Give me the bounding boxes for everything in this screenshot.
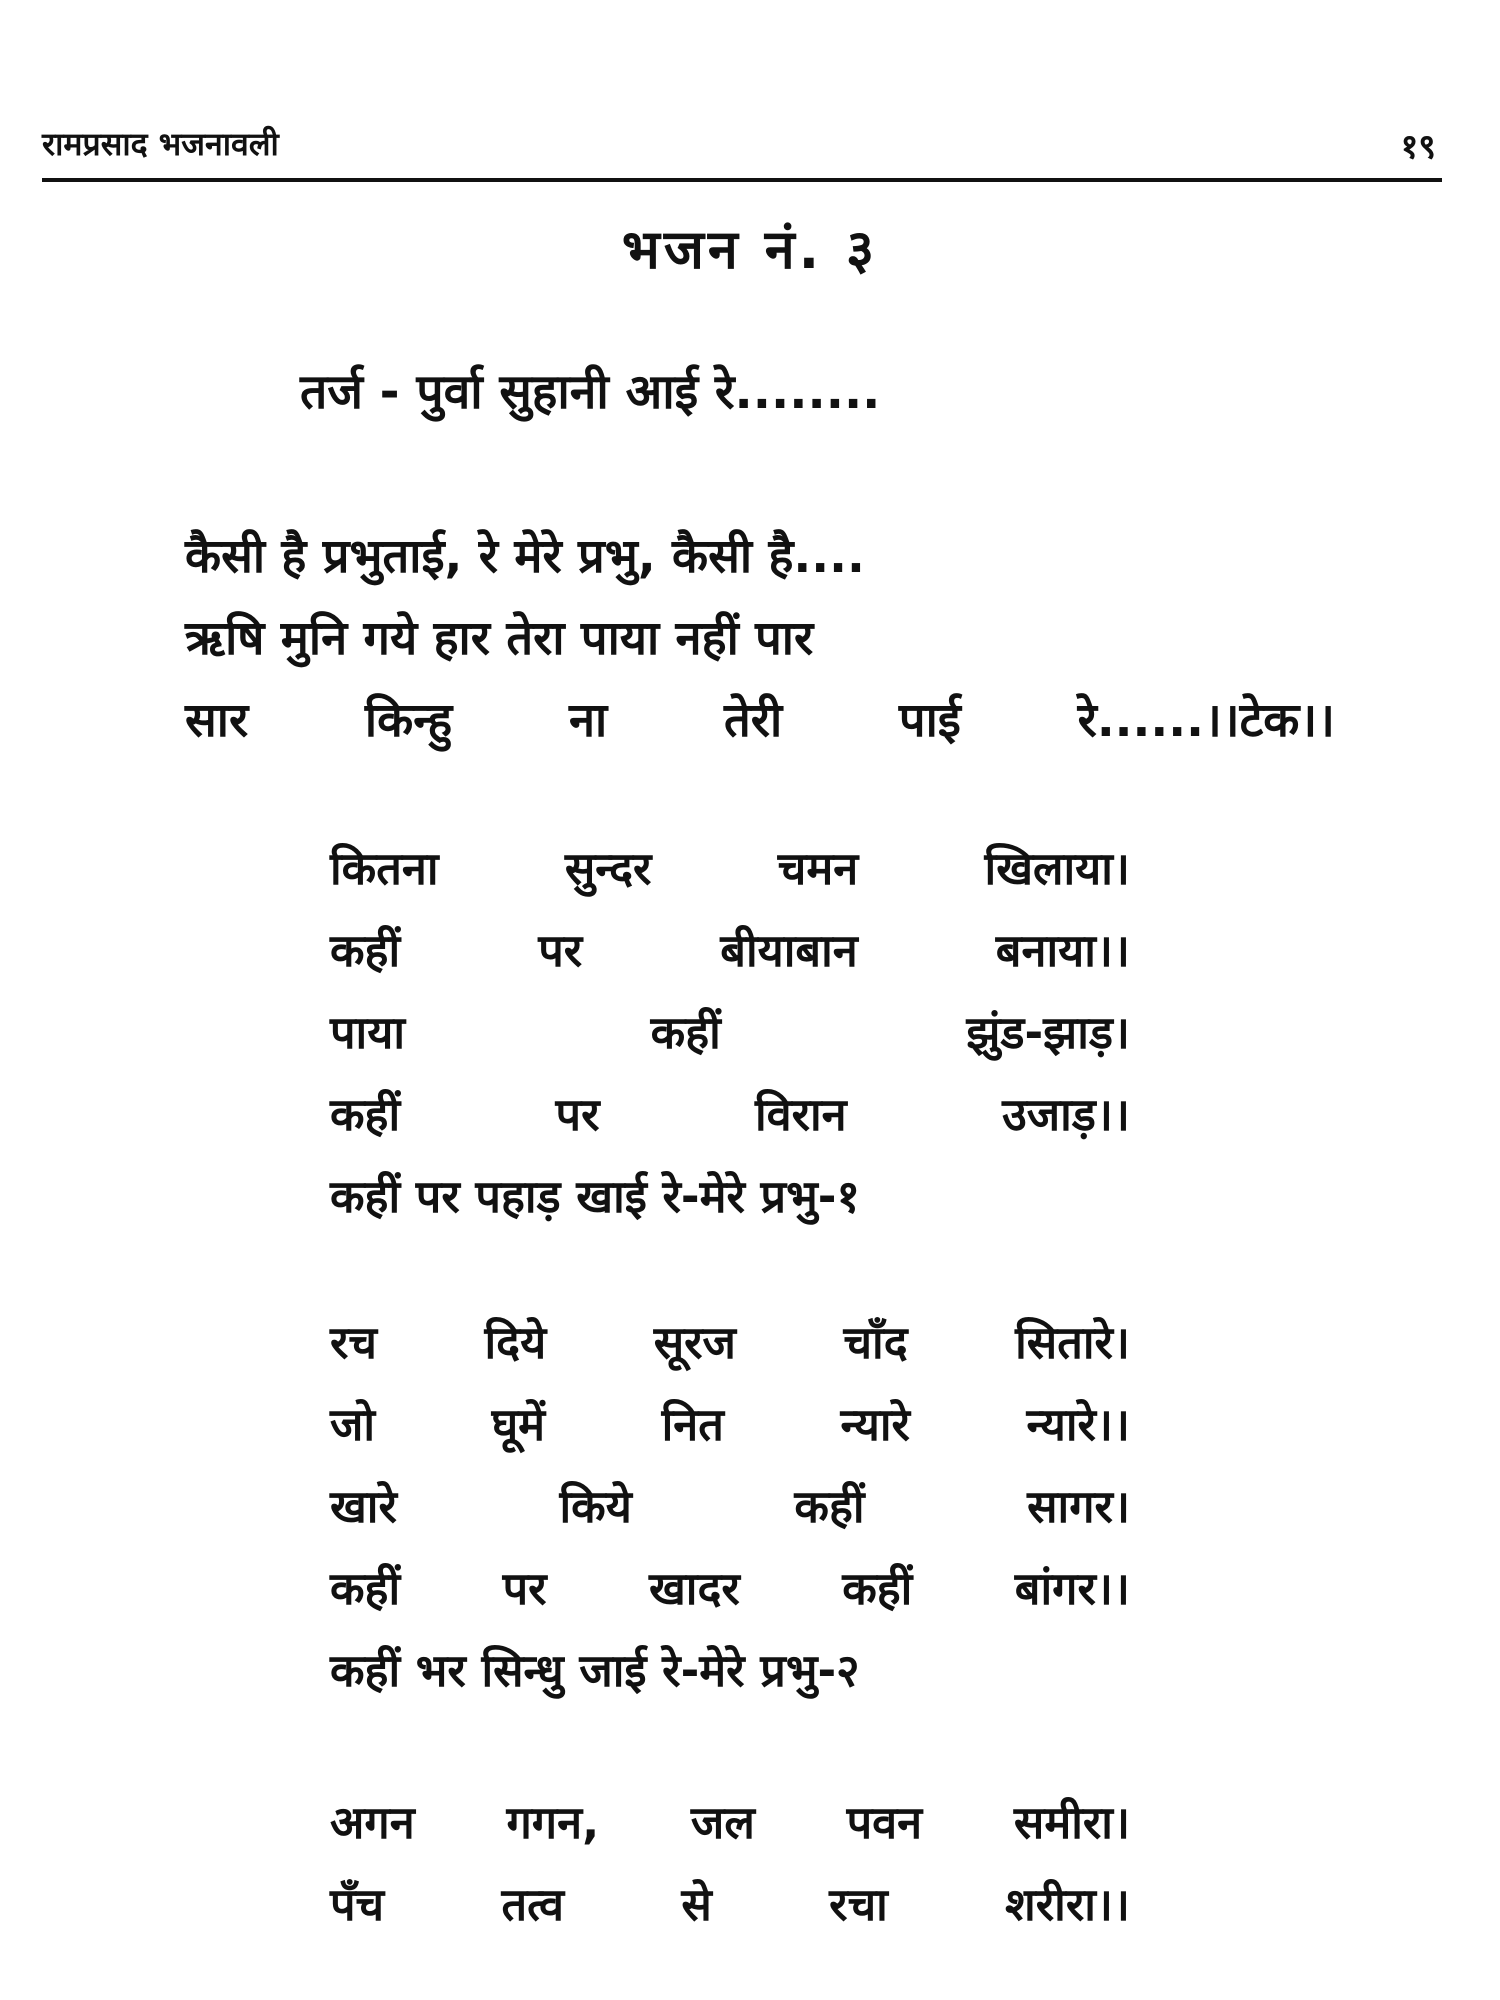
verse-line: कितना सुन्दर चमन खिलाया। xyxy=(330,842,1130,895)
stanza-2 xyxy=(330,1302,1130,1712)
verse-line: कहीं पर पहाड़ खाई रे-मेरे प्रभु-१ xyxy=(330,1170,860,1223)
verse-line: पाया कहीं झुंड-झाड़। xyxy=(330,1006,1130,1059)
header-rule xyxy=(42,178,1442,182)
book-title: रामप्रसाद भजनावली xyxy=(42,125,279,163)
verse-line: कहीं पर बीयाबान बनाया।। xyxy=(330,924,1130,977)
refrain-block xyxy=(185,516,1335,762)
verse-line: जो घूमें नित न्यारे न्यारे।। xyxy=(330,1398,1130,1451)
refrain-line: ऋषि मुनि गये हार तेरा पाया नहीं पार xyxy=(185,611,814,666)
bhajan-heading: भजन नं. ३ xyxy=(621,218,879,281)
page-header xyxy=(40,122,1440,170)
verse-line: रच दिये सूरज चाँद सितारे। xyxy=(330,1316,1130,1369)
stanza-1 xyxy=(330,828,1130,1238)
verse-line: पँच तत्व से रचा शरीरा।। xyxy=(330,1878,1130,1931)
stanza-3 xyxy=(330,1782,1130,1946)
verse-line: कहीं पर खादर कहीं बांगर।। xyxy=(330,1562,1130,1615)
verse-line: अगन गगन, जल पवन समीरा। xyxy=(330,1796,1130,1849)
verse-line: कहीं पर विरान उजाड़।। xyxy=(330,1088,1130,1141)
tune-line: तर्ज - पुर्वा सुहानी आई रे........ xyxy=(300,364,881,420)
page-number: १९ xyxy=(1400,127,1436,167)
refrain-line: सार किन्हु ना तेरी पाई रे......।।टेक।। xyxy=(185,693,1335,748)
verse-line: खारे किये कहीं सागर। xyxy=(330,1480,1130,1533)
verse-line: कहीं भर सिन्धु जाई रे-मेरे प्रभु-२ xyxy=(330,1644,860,1697)
refrain-line: कैसी है प्रभुताई, रे मेरे प्रभु, कैसी है.... xyxy=(185,529,865,584)
